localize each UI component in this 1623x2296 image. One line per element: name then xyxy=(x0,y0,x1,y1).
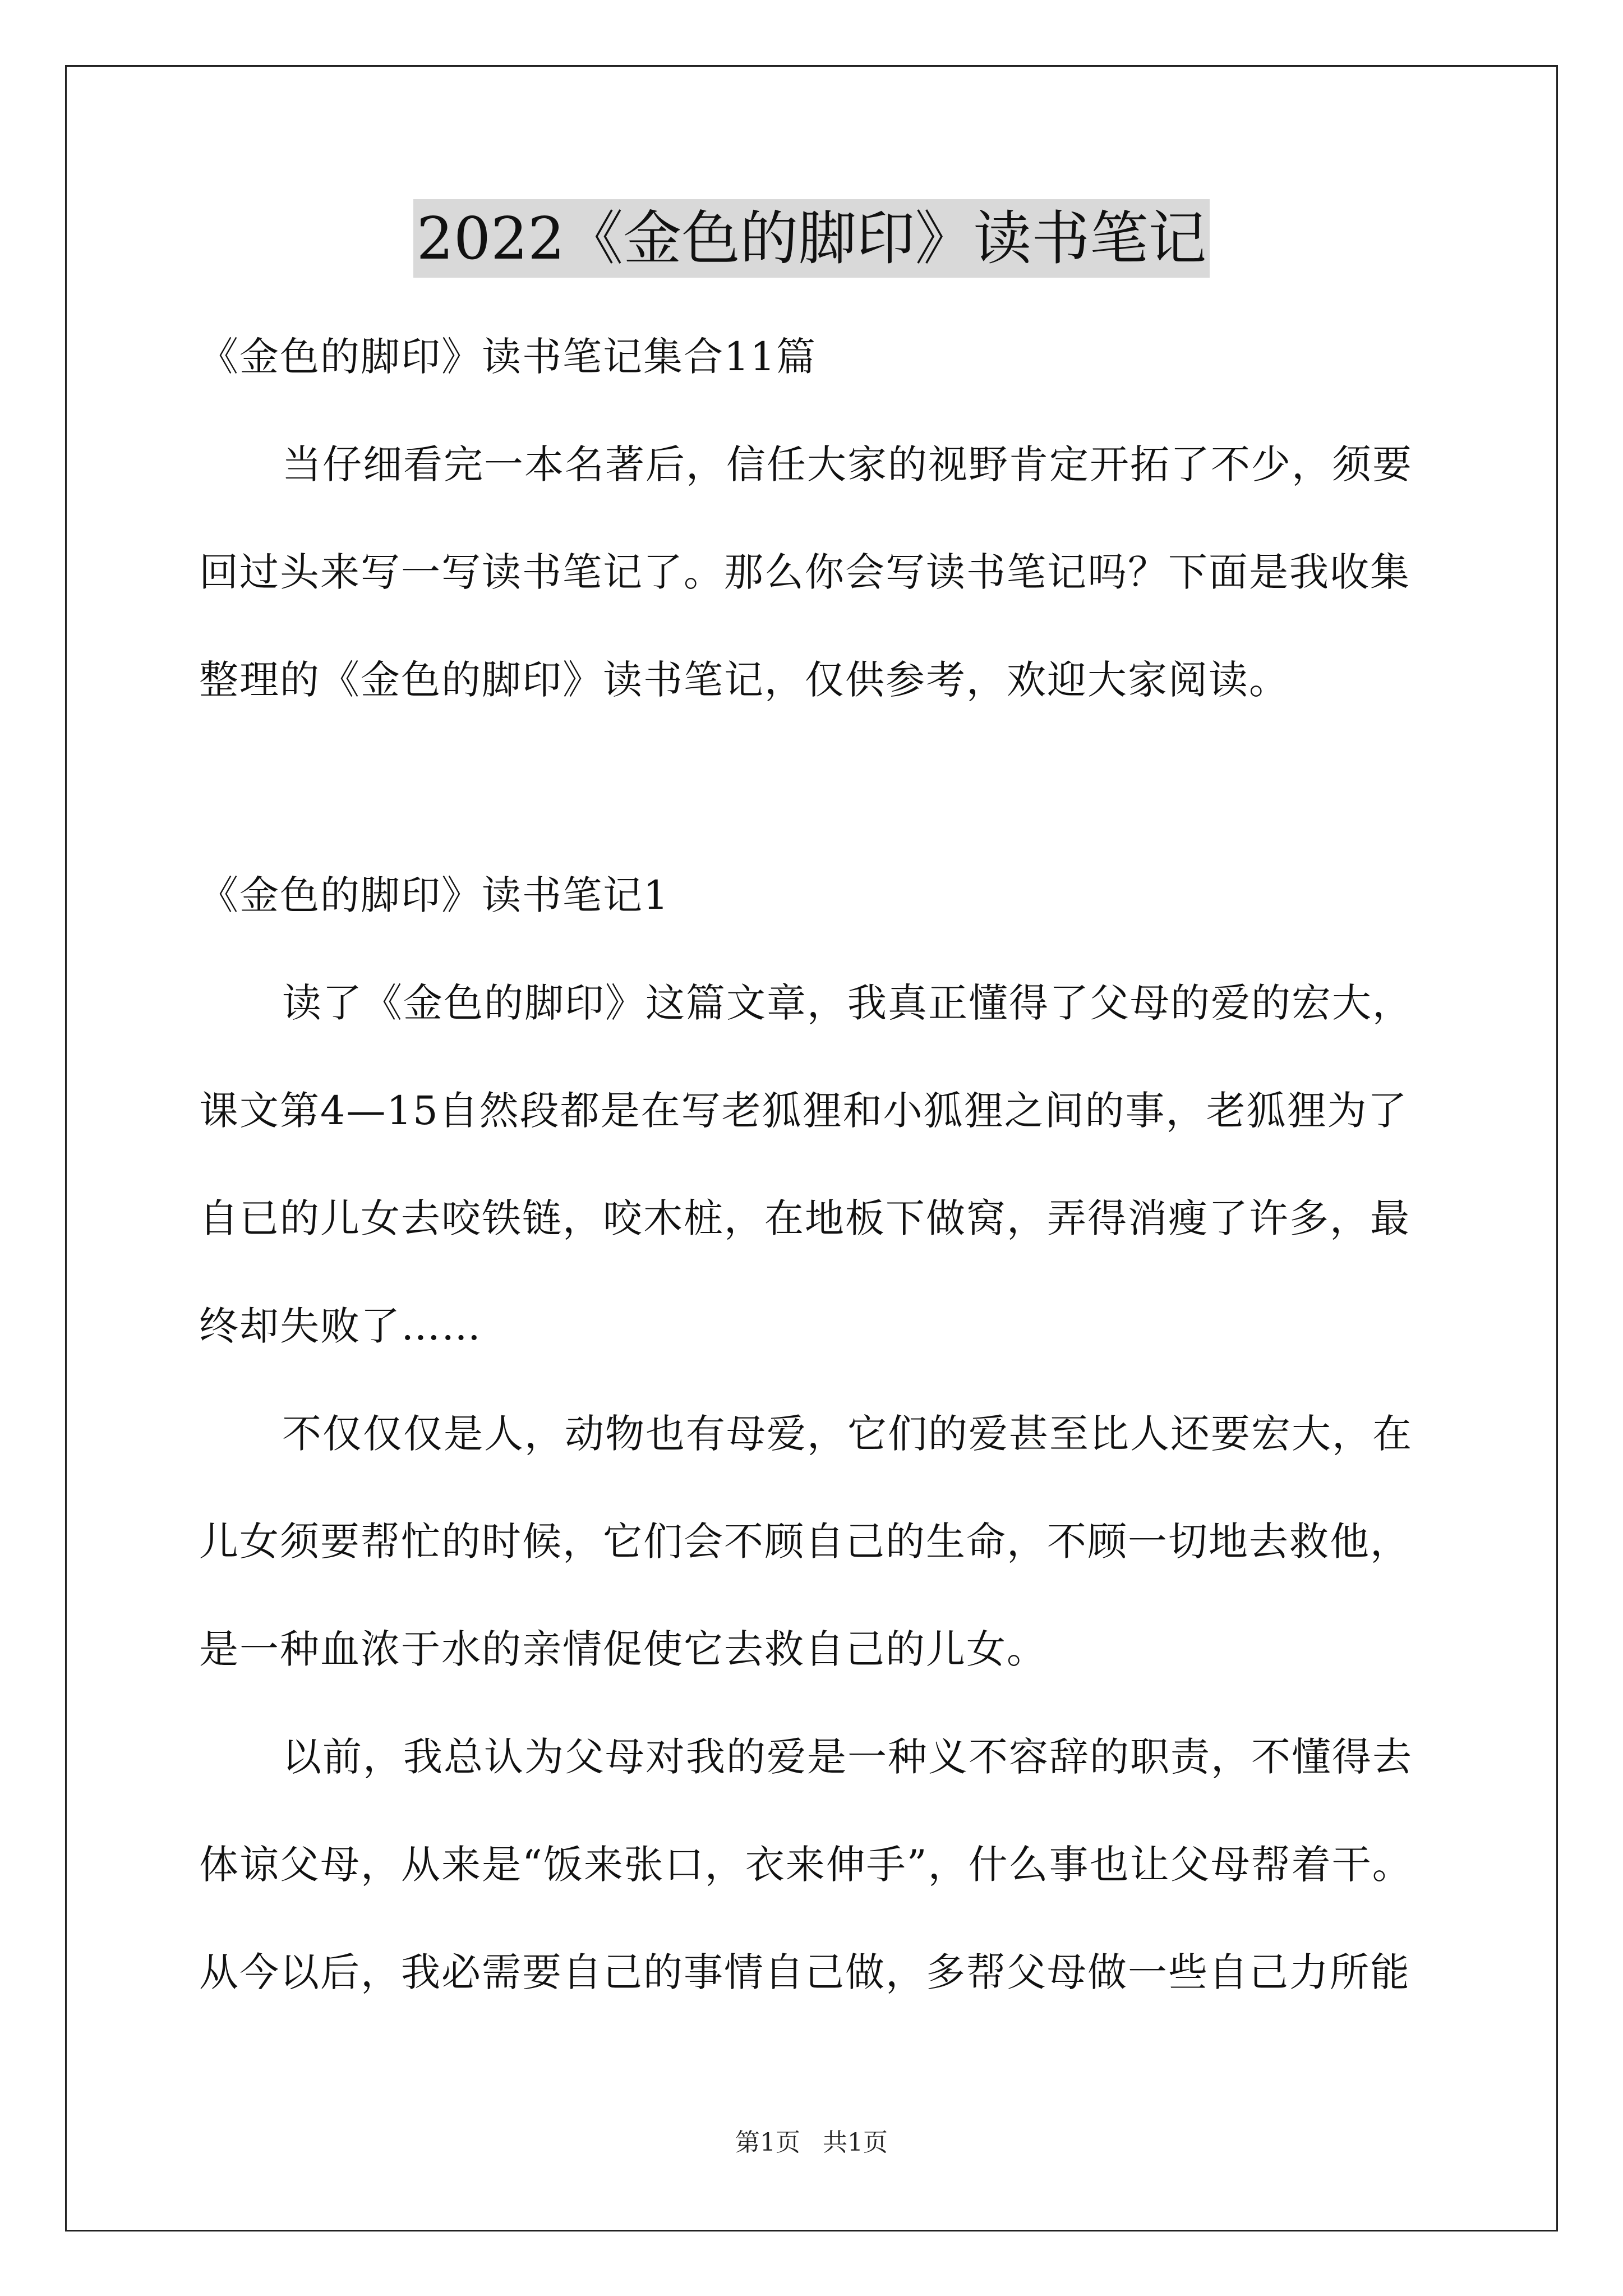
subtitle: 《金色的脚印》读书笔记集合11篇 xyxy=(199,334,817,380)
page-number: 第1页 xyxy=(735,2128,800,2157)
paragraph-line: 儿女须要帮忙的时候，它们会不顾自己的生命，不顾一切地去救他， xyxy=(199,1519,1410,1565)
section-heading: 《金色的脚印》读书笔记1 xyxy=(199,872,670,918)
page-total: 共1页 xyxy=(823,2128,888,2157)
page-footer xyxy=(0,2126,1623,2160)
document-body xyxy=(199,303,1444,2026)
paragraph-line: 自已的儿女去咬铁链，咬木桩，在地板下做窝，弄得消瘦了许多，最 xyxy=(199,1195,1410,1241)
intro-line: 当仔细看完一本名著后，信任大家的视野肯定开拓了不少，须要 xyxy=(282,441,1413,487)
paragraph-line: 从今以后，我必需要自己的事情自己做，多帮父母做一些自己力所能 xyxy=(199,1949,1410,1995)
paragraph-line: 体谅父母，从来是“饭来张口，衣来伸手”，什么事也让父母帮着干。 xyxy=(199,1842,1413,1888)
title-container xyxy=(0,199,1623,278)
intro-line: 回过头来写一写读书笔记了。那么你会写读书笔记吗？下面是我收集 xyxy=(199,549,1410,595)
paragraph-line: 终却失败了…… xyxy=(199,1303,482,1349)
paragraph-line: 是一种血浓于水的亲情促使它去救自己的儿女。 xyxy=(199,1626,1047,1672)
paragraph-line: 不仅仅仅是人，动物也有母爱，它们的爱甚至比人还要宏大，在 xyxy=(282,1411,1413,1457)
paragraph-line: 课文第4—15自然段都是在写老狐狸和小狐狸之间的事，老狐狸为了 xyxy=(199,1088,1408,1134)
paragraph-line: 读了《金色的脚印》这篇文章，我真正懂得了父母的爱的宏大， xyxy=(282,980,1413,1026)
intro-line: 整理的《金色的脚印》读书笔记，仅供参考，欢迎大家阅读。 xyxy=(199,657,1289,703)
paragraph-gap xyxy=(199,734,1444,841)
page-title: 2022《金色的脚印》读书笔记 xyxy=(413,199,1210,278)
paragraph-line: 以前，我总认为父母对我的爱是一种义不容辞的职责，不懂得去 xyxy=(282,1734,1413,1780)
